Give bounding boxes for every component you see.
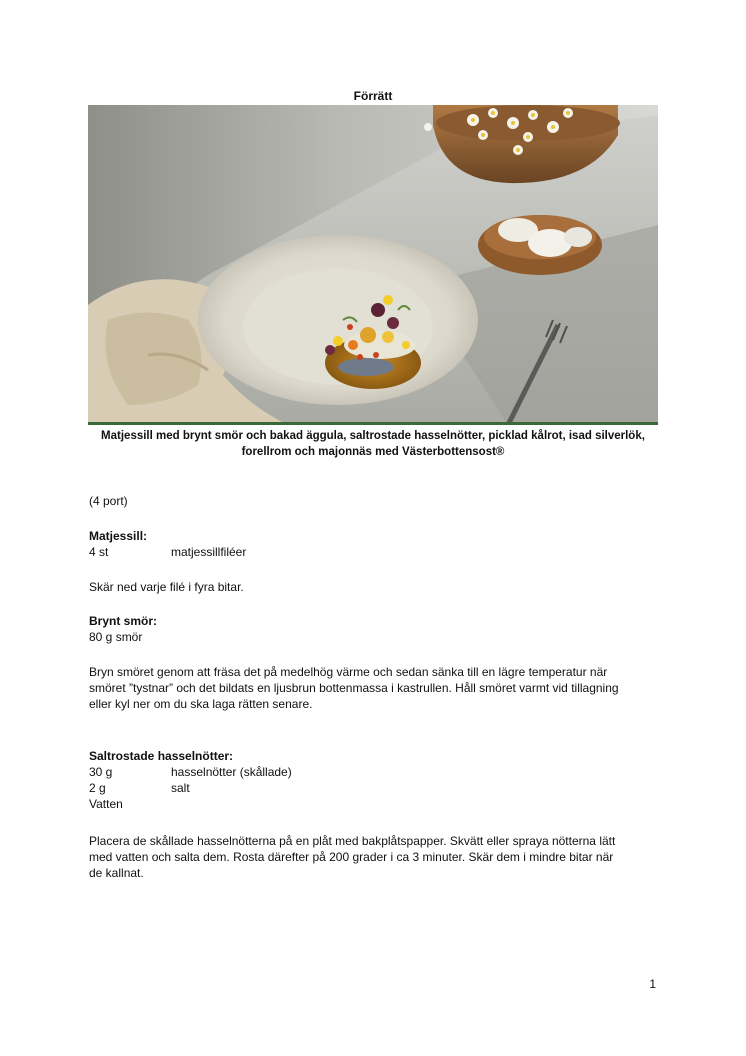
ingredient-name: hasselnötter (skållade) <box>171 765 292 779</box>
ingredient-line: 80 g smör <box>89 630 143 644</box>
ingredient-name: salt <box>171 781 190 795</box>
section-brynt-smor <box>89 613 664 645</box>
instruction-line: med vatten och salta dem. Rosta därefter på 200 grader i ca 3 minuter. Skär dem i mindre bitar när <box>89 850 614 864</box>
ingredient-name: matjessillfiléer <box>171 545 247 559</box>
page-number: 1 <box>649 977 656 991</box>
ingredient-qty: 2 g <box>89 781 106 795</box>
instruction-line: eller kyl ner om du ska laga rätten senare. <box>89 697 313 711</box>
instruction-hasselnotter <box>89 833 664 881</box>
instruction-matjessill: Skär ned varje filé i fyra bitar. <box>89 580 244 594</box>
dish-photo <box>88 105 658 425</box>
ingredient-row <box>89 544 664 560</box>
ingredient-row <box>89 764 664 780</box>
page-heading: Förrätt <box>353 89 393 103</box>
ingredient-row <box>89 780 664 796</box>
instruction-brynt-smor <box>89 664 664 712</box>
instruction-line: Placera de skållade hasselnötterna på en plåt med bakplåtspapper. Skvätt eller spraya nötterna lätt <box>89 834 616 848</box>
ingredient-qty: 30 g <box>89 765 113 779</box>
photo-caption <box>80 428 666 460</box>
plated-herring-dish-photo-icon <box>88 105 658 425</box>
section-matjessill <box>89 528 664 560</box>
ingredient-line: Vatten <box>89 797 123 811</box>
section-title: Saltrostade hasselnötter: <box>89 749 234 763</box>
instruction-line: smöret ”tystnar” och det bildats en ljusbrun bottenmassa i kastrullen. Håll smöret varmt vid tillagning <box>89 681 619 695</box>
caption-line: Matjessill med brynt smör och bakad äggula, saltrostade hasselnötter, picklad kålrot, isad silverlök, <box>101 430 645 442</box>
section-title: Brynt smör: <box>89 614 158 628</box>
portions: (4 port) <box>89 494 128 508</box>
instruction-line: de kallnat. <box>89 866 144 880</box>
section-title: Matjessill: <box>89 529 148 543</box>
section-hasselnotter <box>89 748 664 812</box>
caption-line: forellrom och majonnäs med Västerbottensost® <box>241 446 505 458</box>
ingredient-qty: 4 st <box>89 545 109 559</box>
instruction-line: Bryn smöret genom att fräsa det på medelhög värme och sedan sänka till en lägre temperatur när <box>89 665 608 679</box>
